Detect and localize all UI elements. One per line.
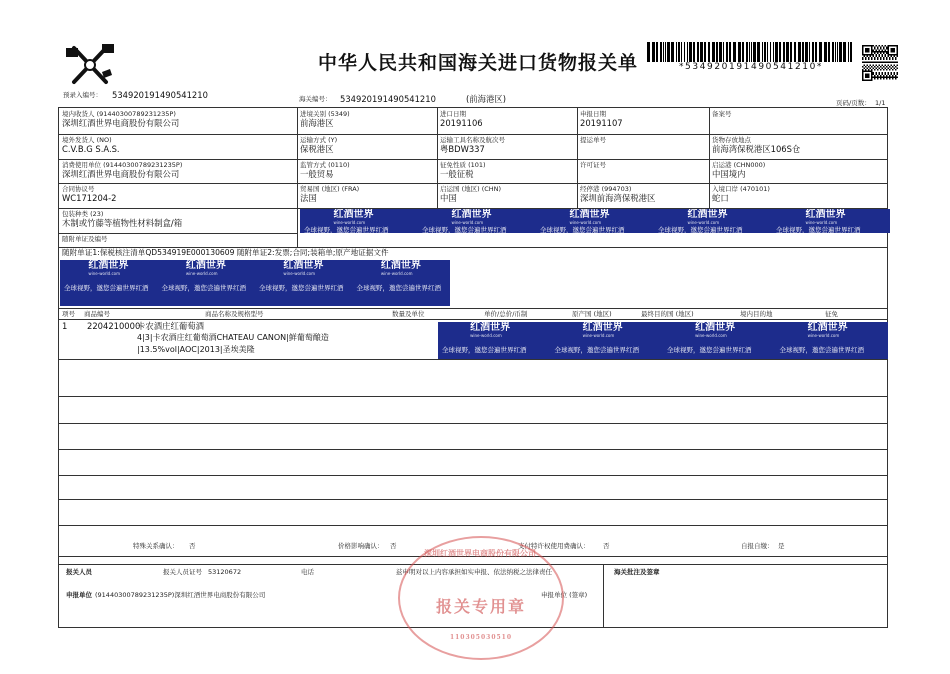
special-relation-label: 特殊关系确认： — [133, 542, 179, 550]
statement-text: 兹申明对以上内容承担如实申报、依法纳税之法律责任 — [396, 568, 552, 576]
license-label: 许可证号 — [580, 161, 606, 169]
watermark-slogan: 全球视野，邀您尝遍世界红酒 — [442, 346, 527, 354]
declaring-unit-value: (91440300789231235P)深圳红酒世界电商股份有限公司 — [95, 591, 266, 599]
watermark-segment — [555, 322, 662, 359]
declare-date-label: 申报日期 — [580, 110, 606, 118]
declaring-unit-label: 申报单位 — [66, 591, 92, 599]
watermark-slogan: 全球视野，邀您尝遍世界红酒 — [554, 346, 639, 354]
royalty-label: 支付特许权使用费确认： — [518, 542, 590, 550]
watermark-logo: 红酒世界 — [380, 260, 421, 271]
watermark-banner-3 — [438, 322, 888, 359]
watermark-logo: 红酒世界 — [807, 322, 848, 333]
barcode-text: *534920191490541210* — [678, 62, 824, 72]
port-note: (前海港区) — [466, 94, 507, 104]
supervision-label: 监管方式 (0110) — [300, 161, 350, 169]
watermark-slogan: 全球视野，邀您尝遍世界红酒 — [422, 226, 507, 233]
watermark-url: wine-world.com — [569, 220, 602, 225]
price-effect-value: 否 — [390, 542, 397, 550]
watermark-logo: 红酒世界 — [687, 209, 728, 220]
via-port-label: 经停港 (994703) — [580, 185, 632, 193]
watermark-url: wine-world.com — [687, 220, 720, 225]
shipper-value: C.V.B.G S.A.S. — [62, 144, 120, 154]
stamp-top-text: 深圳红酒世界电商股份有限公司 — [424, 548, 536, 558]
goods-header-qty: 数量及单位 — [392, 310, 425, 318]
goods-spec-line1: 4|3|卡农酒庄红葡萄酒CHATEAU CANON|鲜葡萄酿造 — [137, 333, 329, 342]
declarant-label: 报关人员 — [66, 568, 92, 576]
watermark-url: wine-world.com — [805, 220, 838, 225]
goods-header-code: 商品编号 — [84, 310, 110, 318]
watermark-segment — [667, 322, 774, 359]
origin-country-label: 启运国 (地区) (CHN) — [440, 185, 502, 193]
qr-code — [862, 45, 898, 81]
contract-value: WC171204-2 — [62, 193, 117, 203]
watermark-segment — [422, 209, 534, 233]
storage-value: 前海湾保税港区106S仓 — [712, 144, 801, 154]
trade-country-label: 贸易国 (地区) (FRA) — [300, 185, 360, 193]
barcode — [645, 42, 857, 64]
transport-label: 运输方式 (Y) — [300, 136, 338, 144]
vehicle-label: 运输工具名称及航次号 — [440, 136, 505, 144]
watermark-logo: 红酒世界 — [283, 260, 324, 271]
package-label: 包装种类 (23) — [62, 210, 104, 218]
price-effect-label: 价格影响确认： — [338, 542, 384, 550]
vehicle-value: 粤BDW337 — [440, 144, 485, 154]
goods-header-origin: 原产国 (地区) — [572, 310, 612, 318]
watermark-slogan: 全球视野，邀您尝遍世界红酒 — [304, 226, 389, 233]
goods-spec-line2: |13.5%vol|AOC|2013|圣埃美隆 — [137, 345, 255, 354]
import-date-label: 进口日期 — [440, 110, 466, 118]
docs-value: 随附单证1:保税核注清单QD534919E000130609 随附单证2:发票;合同;装箱单;原产地证据文件 — [62, 248, 389, 257]
watermark-slogan: 全球视野，邀您尝遍世界红酒 — [658, 226, 743, 233]
watermark-logo: 红酒世界 — [451, 209, 492, 220]
watermark-url: wine-world.com — [470, 333, 502, 338]
watermark-segment — [357, 260, 449, 306]
watermark-url: wine-world.com — [582, 333, 615, 338]
page-value: 1/1 — [875, 99, 886, 107]
dep-port-value: 中国境内 — [712, 169, 746, 179]
table-row — [62, 321, 392, 357]
entry-port-label: 进境关别 (5349) — [300, 110, 350, 118]
self-declare-value: 是 — [778, 542, 785, 550]
entry-port-value: 前海港区 — [300, 118, 334, 128]
goods-seq: 1 — [62, 321, 68, 331]
stamp-bottom-text: 110305030510 — [449, 634, 513, 641]
watermark-slogan: 全球视野，邀您尝遍世界红酒 — [779, 346, 864, 354]
goods-header-dest: 最终目的国 (地区) — [641, 310, 694, 318]
unit-seal-label: 申报单位 (签章) — [541, 591, 588, 599]
watermark-segment — [162, 260, 254, 306]
watermark-url: wine-world.com — [88, 271, 121, 276]
watermark-slogan: 全球视野，邀您尝遍世界红酒 — [667, 346, 752, 354]
watermark-slogan: 全球视野，邀您尝遍世界红酒 — [161, 284, 246, 292]
goods-name: 卡农酒庄红葡萄酒 — [137, 321, 204, 331]
document-title: 中华人民共和国海关进口货物报关单 — [318, 52, 639, 74]
consignee-label: 境内收货人 (91440300789231235P) — [62, 110, 176, 118]
consumer-label: 消费使用单位 (91440300789231235P) — [62, 161, 183, 169]
consignee-value: 深圳红酒世界电商股份有限公司 — [62, 118, 180, 128]
royalty-value: 否 — [603, 542, 610, 550]
declarant-cert-label: 报关人员证号 — [163, 568, 202, 576]
watermark-slogan: 全球视野，邀您尝遍世界红酒 — [259, 284, 344, 292]
record-no-label: 备案号 — [712, 110, 732, 118]
pre-entry-label: 预录入编号： — [63, 91, 102, 99]
watermark-segment — [658, 209, 770, 233]
watermark-segment — [776, 209, 888, 233]
watermark-url: wine-world.com — [185, 271, 218, 276]
watermark-logo: 红酒世界 — [805, 209, 846, 220]
watermark-segment — [64, 260, 156, 306]
watermark-url: wine-world.com — [283, 271, 316, 276]
storage-label: 货物存放地点 — [712, 136, 751, 144]
page-label: 页码/页数： — [836, 99, 871, 107]
via-port-value: 深圳前海湾保税港区 — [580, 193, 656, 203]
customs-no-label: 海关编号： — [299, 95, 332, 103]
phone-label: 电话 — [301, 568, 314, 576]
trade-country-value: 法国 — [300, 193, 317, 203]
watermark-segment — [259, 260, 351, 306]
declare-date-value: 20191107 — [580, 118, 623, 128]
watermark-banner-1 — [300, 209, 890, 233]
origin-country-value: 中国 — [440, 193, 457, 203]
watermark-url: wine-world.com — [695, 333, 727, 338]
watermark-logo: 红酒世界 — [185, 260, 226, 271]
watermark-slogan: 全球视野，邀您尝遍世界红酒 — [356, 284, 441, 292]
supervision-value: 一般贸易 — [300, 169, 334, 179]
customs-emblem-icon — [62, 42, 118, 86]
watermark-slogan: 全球视野，邀您尝遍世界红酒 — [540, 226, 625, 233]
watermark-segment — [780, 322, 887, 359]
watermark-logo: 红酒世界 — [333, 209, 374, 220]
customs-seal-stamp — [398, 536, 564, 660]
stamp-center-text: 报关专用章 — [435, 597, 526, 616]
customs-note-label: 海关批注及签章 — [614, 568, 660, 576]
entry-place-label: 入境口岸 (470101) — [712, 185, 770, 193]
watermark-logo: 红酒世界 — [569, 209, 610, 220]
package-value: 木制或竹藤等植物性材料制盒/箱 — [62, 218, 183, 228]
goods-header-levy: 征免 — [825, 310, 838, 318]
watermark-segment — [442, 322, 549, 359]
watermark-slogan: 全球视野，邀您尝遍世界红酒 — [64, 284, 149, 292]
goods-code: 2204210000 — [87, 321, 141, 331]
goods-header-name: 商品名称及规格型号 — [205, 310, 264, 318]
customs-number: 534920191490541210 — [340, 94, 436, 104]
pre-entry-number: 534920191490541210 — [112, 90, 208, 100]
watermark-logo: 红酒世界 — [582, 322, 623, 333]
bill-label: 提运单号 — [580, 136, 606, 144]
entry-place-value: 蛇口 — [712, 193, 729, 203]
import-date-value: 20191106 — [440, 118, 483, 128]
watermark-url: wine-world.com — [380, 271, 413, 276]
watermark-logo: 红酒世界 — [470, 322, 511, 333]
tax-label: 征免性质 (101) — [440, 161, 486, 169]
contract-label: 合同协议号 — [62, 185, 95, 193]
watermark-url: wine-world.com — [451, 220, 484, 225]
transport-value: 保税港区 — [300, 144, 334, 154]
docs-label: 随附单证及编号 — [62, 235, 108, 243]
goods-header-seq: 项号 — [62, 310, 75, 318]
watermark-url: wine-world.com — [807, 333, 840, 338]
declarant-cert-value: 53120672 — [208, 568, 242, 576]
watermark-slogan: 全球视野，邀您尝遍世界红酒 — [776, 226, 861, 233]
consumer-value: 深圳红酒世界电商股份有限公司 — [62, 169, 180, 179]
dep-port-label: 启运港 (CHN000) — [712, 161, 766, 169]
goods-header-price: 单价/总价/币制 — [484, 310, 528, 318]
special-relation-value: 否 — [189, 542, 196, 550]
shipper-label: 境外发货人 (NO) — [62, 136, 112, 144]
watermark-logo: 红酒世界 — [695, 322, 736, 333]
tax-value: 一般征税 — [440, 169, 474, 179]
goods-header-domestic: 境内目的地 — [740, 310, 773, 318]
watermark-segment — [304, 209, 416, 233]
self-declare-label: 自报自缴： — [741, 542, 774, 550]
watermark-url: wine-world.com — [333, 220, 366, 225]
watermark-segment — [540, 209, 652, 233]
watermark-banner-2 — [60, 260, 450, 306]
watermark-logo: 红酒世界 — [88, 260, 129, 271]
